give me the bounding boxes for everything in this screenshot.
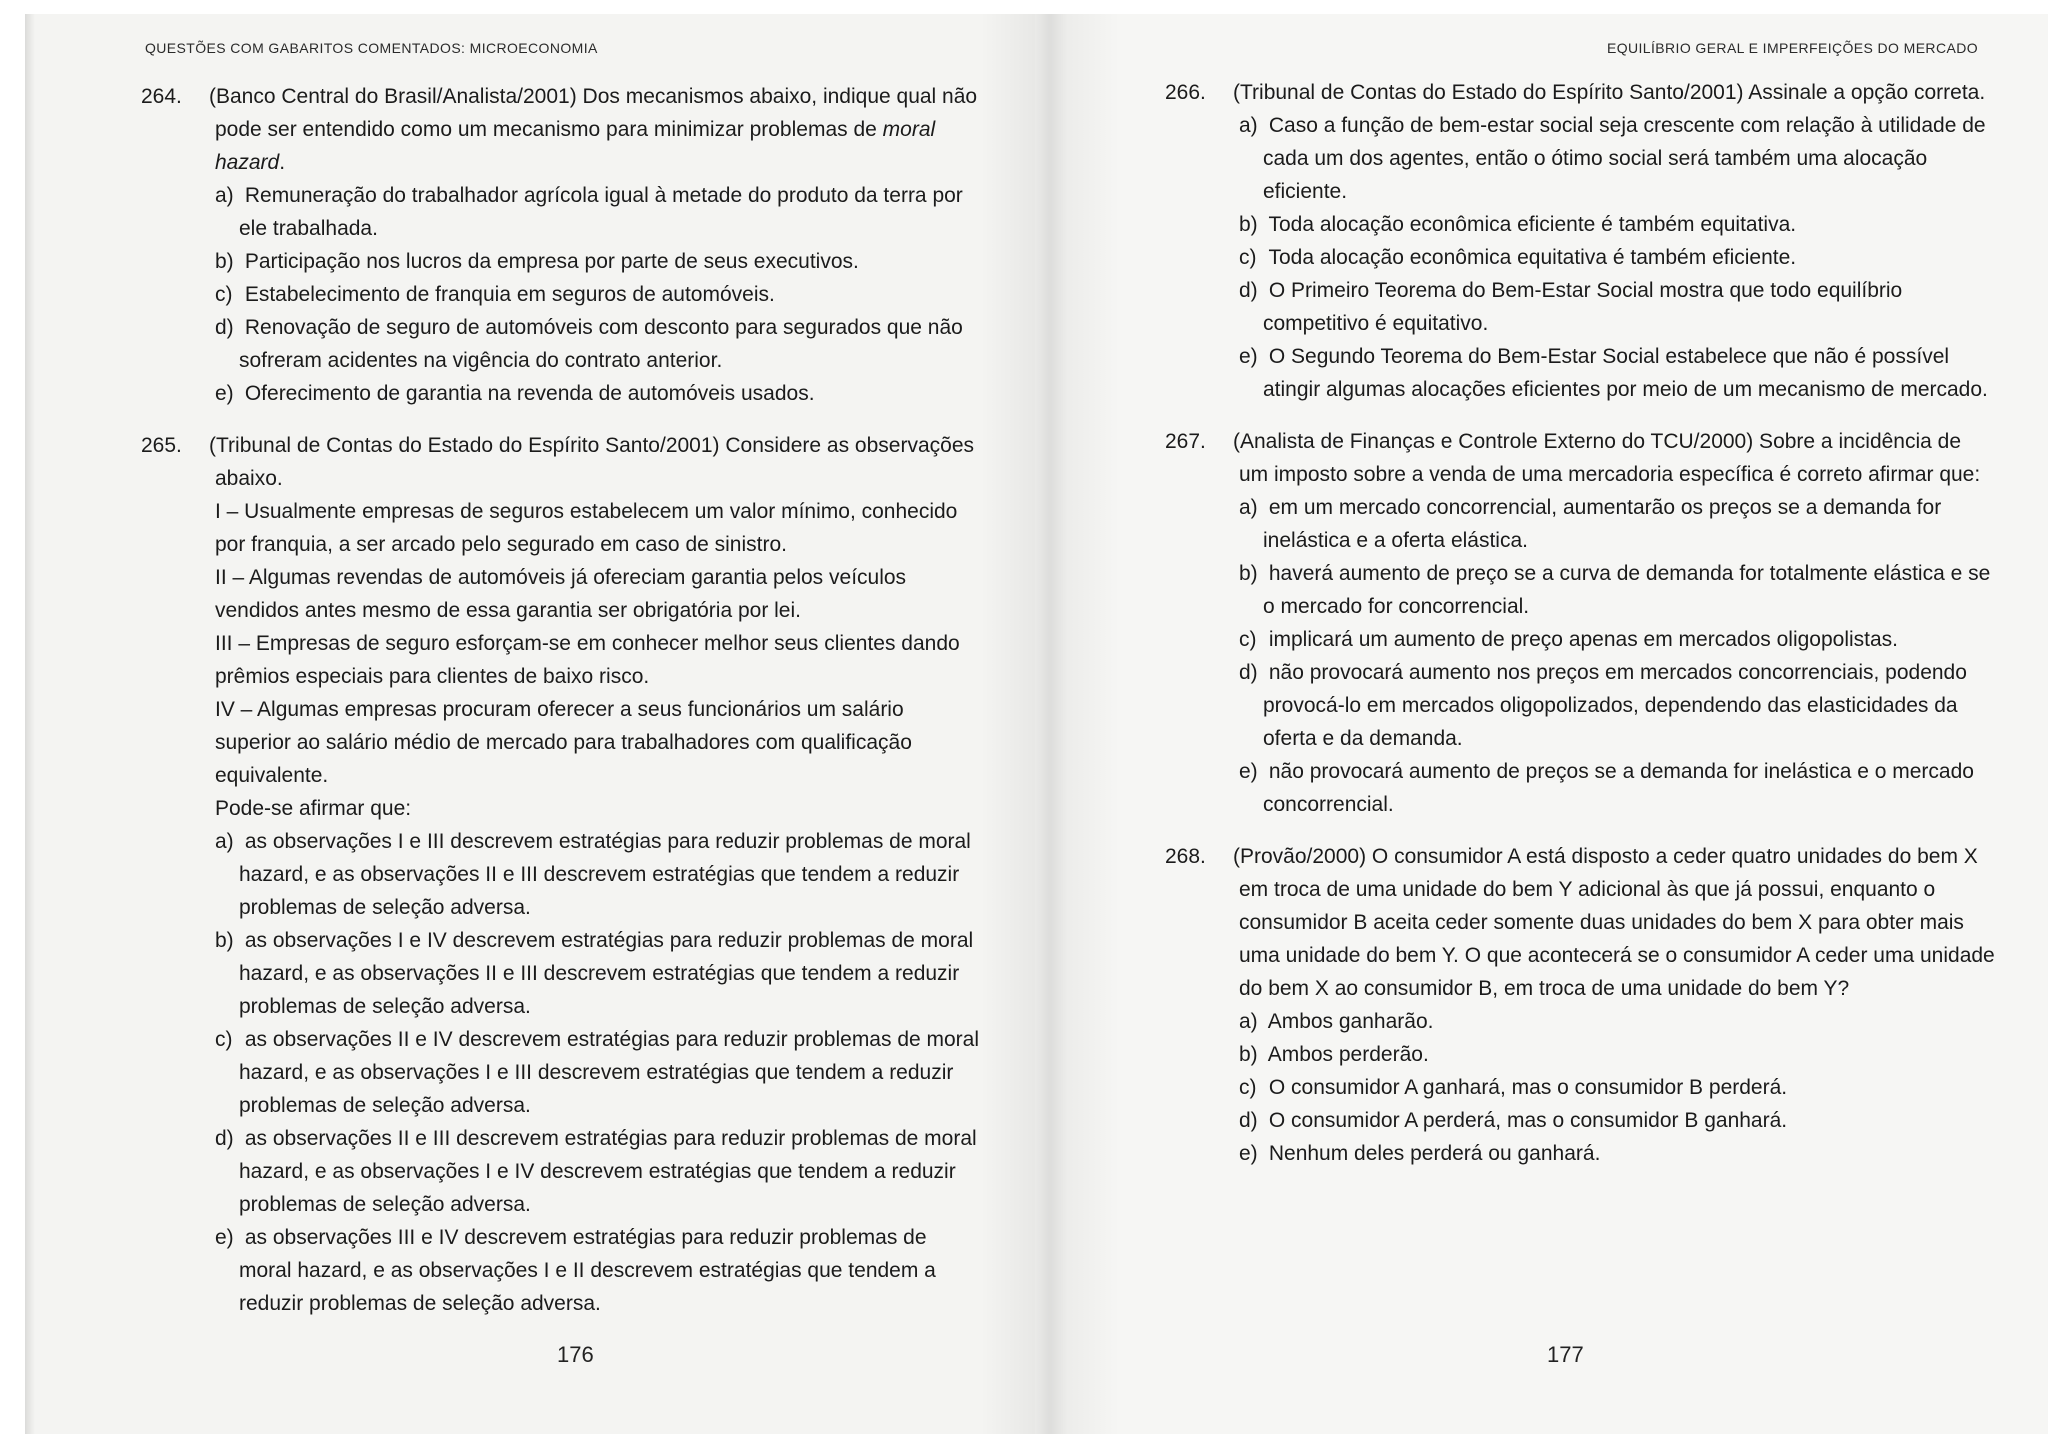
option-letter: c) (1239, 628, 1257, 651)
option-text: as observações I e III descrevem estratégias para reduzir problemas de moral hazard, e as observações II e III descrevem estratégias que tendem a reduzir problemas de seleção adversa. (239, 830, 971, 919)
option-text: não provocará aumento nos preços em mercados concorrenciais, podendo provocá-lo em mercados oligopolizados, dependendo das elasticidades da oferta e da demanda. (1263, 661, 1967, 750)
option-letter: e) (215, 382, 234, 405)
option-text: as observações I e IV descrevem estratégias para reduzir problemas de moral hazard, e as observações II e III descrevem estratégias que tendem a reduzir problemas de seleção adversa. (239, 929, 974, 1018)
option-a (1165, 491, 1995, 557)
option-d (1165, 1104, 1995, 1137)
option-text: as observações II e IV descrevem estratégias para reduzir problemas de moral hazard, e as observações I e III descrevem estratégias que tendem a reduzir problemas de seleção adversa. (239, 1028, 980, 1117)
right-page-content (1165, 76, 1995, 1189)
question-264 (141, 80, 981, 410)
question-number: 268. (1165, 845, 1206, 868)
question-number: 265. (141, 434, 182, 457)
option-a (141, 179, 981, 245)
stem-emphasis: moral hazard (215, 118, 936, 174)
left-running-head: QUESTÕES COM GABARITOS COMENTADOS: MICROECONOMIA (145, 40, 598, 56)
option-text: Toda alocação econômica equitativa é também eficiente. (1268, 246, 1797, 269)
option-c (141, 1023, 981, 1122)
option-a (141, 825, 981, 924)
option-c (1165, 623, 1995, 656)
option-letter: d) (1239, 279, 1258, 302)
statement-ii: II – Algumas revendas de automóveis já ofereciam garantia pelos veículos vendidos antes mesmo de essa garantia ser obrigatória por lei. (215, 566, 907, 622)
option-text: Caso a função de bem-estar social seja crescente com relação à utilidade de cada um dos agentes, então o ótimo social será também uma alocação eficiente. (1263, 114, 1986, 203)
question-stem (141, 429, 981, 495)
option-d (1165, 274, 1995, 340)
right-page-number: 177 (1547, 1342, 1584, 1367)
stem-text: (Tribunal de Contas do Estado do Espírito Santo/2001) Assinale a opção correta. (1233, 81, 1986, 104)
option-e (141, 377, 981, 410)
book-spread (25, 14, 2048, 1434)
option-letter: d) (215, 1127, 234, 1150)
option-letter: c) (1239, 1076, 1257, 1099)
option-d (141, 1122, 981, 1221)
statement-iv: IV – Algumas empresas procuram oferecer a seus funcionários um salário superior ao salário médio de mercado para trabalhadores com qualificação equivalente. (215, 698, 912, 787)
option-b (141, 245, 981, 278)
option-letter: b) (1239, 213, 1258, 236)
option-c (141, 278, 981, 311)
question-stem (1165, 76, 1995, 109)
option-letter: d) (1239, 661, 1258, 684)
option-e (1165, 1137, 1995, 1170)
option-letter: d) (215, 316, 234, 339)
question-266 (1165, 76, 1995, 406)
option-letter: c) (215, 283, 233, 306)
right-page (1035, 14, 2048, 1434)
question-number: 264. (141, 85, 182, 108)
option-letter: a) (215, 184, 234, 207)
option-text: Toda alocação econômica eficiente é também equitativa. (1268, 213, 1797, 236)
stem-text-end: . (279, 151, 286, 174)
option-e (1165, 340, 1995, 406)
question-number: 266. (1165, 81, 1206, 104)
question-prompt: Pode-se afirmar que: (215, 797, 412, 820)
option-e (1165, 755, 1995, 821)
stem-text: (Provão/2000) O consumidor A está disposto a ceder quatro unidades do bem X em troca de uma unidade do bem Y adicional às que já possui, enquanto o consumidor B aceita ceder somente duas unidades do bem X para obter mais uma unidade do bem Y. O que acontecerá se o consumidor A ceder uma unidade do bem X ao consumidor B, em troca de uma unidade do bem Y? (1233, 845, 1995, 1000)
option-text: O consumidor A perderá, mas o consumidor B ganhará. (1268, 1109, 1788, 1132)
option-text: Renovação de seguro de automóveis com desconto para segurados que não sofreram acidentes na vigência do contrato anterior. (239, 316, 963, 372)
option-text: Ambos ganharão. (1267, 1010, 1434, 1033)
option-b (1165, 208, 1995, 241)
question-number: 267. (1165, 430, 1206, 453)
stem-text: (Analista de Finanças e Controle Externo do TCU/2000) Sobre a incidência de um imposto sobre a venda de uma mercadoria específica é correto afirmar que: (1233, 430, 1981, 486)
option-text: Nenhum deles perderá ou ganhará. (1268, 1142, 1601, 1165)
option-c (1165, 1071, 1995, 1104)
option-a (1165, 109, 1995, 208)
option-text: implicará um aumento de preço apenas em mercados oligopolistas. (1268, 628, 1899, 651)
option-letter: c) (215, 1028, 233, 1051)
option-letter: b) (215, 929, 234, 952)
option-text: as observações III e IV descrevem estratégias para reduzir problemas de moral hazard, e as observações I e II descrevem estratégias que tendem a reduzir problemas de seleção adversa. (239, 1226, 936, 1315)
option-text: Participação nos lucros da empresa por parte de seus executivos. (244, 250, 859, 273)
option-c (1165, 241, 1995, 274)
option-letter: b) (1239, 562, 1258, 585)
option-text: O Primeiro Teorema do Bem-Estar Social mostra que todo equilíbrio competitivo é equitativo. (1263, 279, 1903, 335)
question-267 (1165, 425, 1995, 821)
option-letter: a) (1239, 1010, 1258, 1033)
option-b (141, 924, 981, 1023)
option-text: Estabelecimento de franquia em seguros de automóveis. (244, 283, 775, 306)
option-a (1165, 1005, 1995, 1038)
option-letter: d) (1239, 1109, 1258, 1132)
option-text: O consumidor A ganhará, mas o consumidor B perderá. (1268, 1076, 1788, 1099)
option-text: Ambos perderão. (1267, 1043, 1429, 1066)
option-letter: e) (1239, 345, 1258, 368)
option-letter: a) (1239, 114, 1258, 137)
page-edge-shadow (25, 14, 35, 1434)
option-letter: b) (215, 250, 234, 273)
option-letter: c) (1239, 246, 1257, 269)
statement-iii: III – Empresas de seguro esforçam-se em conhecer melhor seus clientes dando prêmios especiais para clientes de baixo risco. (215, 632, 960, 688)
stem-text: (Banco Central do Brasil/Analista/2001) Dos mecanismos abaixo, indique qual não pode ser entendido como um mecanismo para minimizar problemas de (209, 85, 978, 141)
option-letter: e) (215, 1226, 234, 1249)
option-d (1165, 656, 1995, 755)
left-page (25, 14, 1035, 1434)
option-text: as observações II e III descrevem estratégias para reduzir problemas de moral hazard, e as observações I e IV descrevem estratégias que tendem a reduzir problemas de seleção adversa. (239, 1127, 977, 1216)
question-stem (141, 80, 981, 179)
option-e (141, 1221, 981, 1320)
option-letter: a) (1239, 496, 1258, 519)
option-text: em um mercado concorrencial, aumentarão os preços se a demanda for inelástica e a oferta elástica. (1263, 496, 1942, 552)
option-letter: b) (1239, 1043, 1258, 1066)
option-letter: e) (1239, 760, 1258, 783)
option-text: O Segundo Teorema do Bem-Estar Social estabelece que não é possível atingir algumas alocações eficientes por meio de um mecanismo de mercado. (1263, 345, 1988, 401)
option-text: não provocará aumento de preços se a demanda for inelástica e o mercado concorrencial. (1263, 760, 1974, 816)
question-268 (1165, 840, 1995, 1170)
question-265 (141, 429, 981, 1320)
option-d (141, 311, 981, 377)
option-letter: a) (215, 830, 234, 853)
question-stem (1165, 840, 1995, 1005)
left-page-content (141, 80, 981, 1339)
option-text: Remuneração do trabalhador agrícola igual à metade do produto da terra por ele trabalhada. (239, 184, 963, 240)
option-text: Oferecimento de garantia na revenda de automóveis usados. (244, 382, 815, 405)
left-page-number: 176 (557, 1342, 594, 1367)
right-running-head: EQUILÍBRIO GERAL E IMPERFEIÇÕES DO MERCADO (1606, 40, 1978, 56)
option-text: haverá aumento de preço se a curva de demanda for totalmente elástica e se o mercado for concorrencial. (1263, 562, 1991, 618)
stem-text: (Tribunal de Contas do Estado do Espírito Santo/2001) Considere as observações abaixo. (209, 434, 975, 490)
statement-i: I – Usualmente empresas de seguros estabelecem um valor mínimo, conhecido por franquia, a ser arcado pelo segurado em caso de sinistro. (215, 500, 958, 556)
option-letter: e) (1239, 1142, 1258, 1165)
option-b (1165, 1038, 1995, 1071)
question-stem (1165, 425, 1995, 491)
option-b (1165, 557, 1995, 623)
